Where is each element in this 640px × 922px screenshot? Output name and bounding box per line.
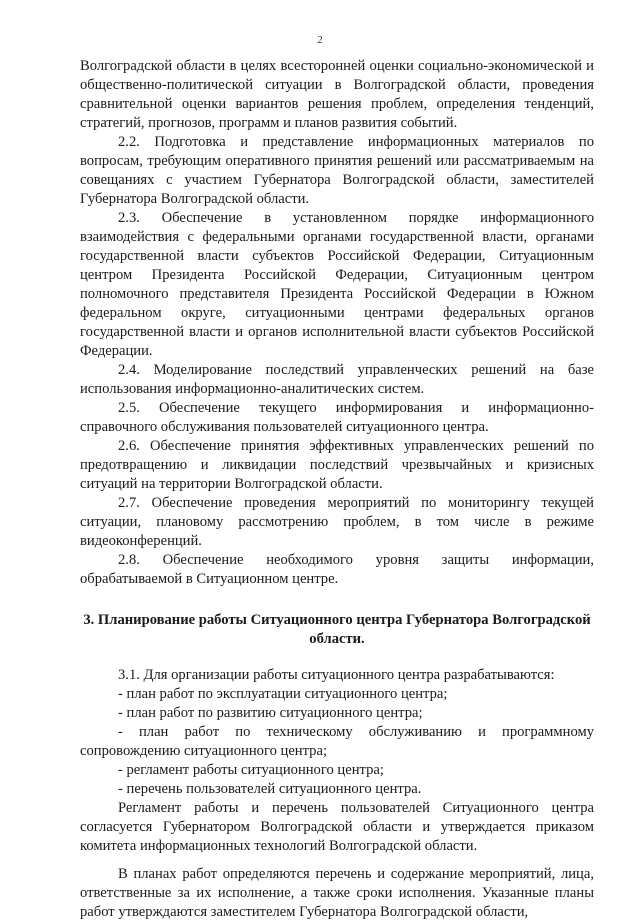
list-item: - план работ по техническому обслуживанию и программному сопровождению ситуационного центра; bbox=[80, 724, 594, 759]
paragraph-gap bbox=[80, 856, 594, 865]
paragraph-2-4: 2.4. Моделирование последствий управленческих решений на базе использования информационно-аналитических систем. bbox=[80, 362, 594, 397]
paragraph-2-6: 2.6. Обеспечение принятия эффективных управленческих решений по предотвращению и ликвидации последствий чрезвычайных и кризисных ситуаций на территории Волгоградской области. bbox=[80, 438, 594, 492]
paragraph-2-7: 2.7. Обеспечение проведения мероприятий по мониторингу текущей ситуации, плановому рассмотрению проблем, в том числе в режиме видеоконференций. bbox=[80, 495, 594, 549]
paragraph-continuation: Волгоградской области в целях всесторонней оценки социально-экономической и общественно-политической ситуации в Волгоградской области, проведения сравнительной оценки вариантов решения проблем, определения тенденций, стратегий, прогнозов, программ и планов развития событий. bbox=[80, 58, 594, 131]
paragraph-3-1: 3.1. Для организации работы ситуационного центра разрабатываются: bbox=[118, 667, 555, 683]
list-item: - перечень пользователей ситуационного центра. bbox=[118, 781, 422, 797]
paragraph-plans: В планах работ определяются перечень и содержание мероприятий, лица, ответственные за их исполнение, а также сроки исполнения. Указанные планы работ утверждаются заместителем Губернатора Волгоградской области, bbox=[80, 866, 594, 920]
section-heading: 3. Планирование работы Ситуационного центра Губернатора Волгоградской области. bbox=[83, 612, 591, 647]
page-number: 2 bbox=[317, 34, 323, 46]
document-body bbox=[80, 57, 594, 922]
list-item: - регламент работы ситуационного центра; bbox=[118, 762, 384, 778]
paragraph-regulation: Регламент работы и перечень пользователей Ситуационного центра согласуется Губернатором Волгоградской области и утверждается приказом комитета информационных технологий Волгоградской области. bbox=[80, 800, 594, 854]
paragraph-2-8: 2.8. Обеспечение необходимого уровня защиты информации, обрабатываемой в Ситуационном центре. bbox=[80, 552, 594, 587]
list-item: - план работ по эксплуатации ситуационного центра; bbox=[118, 686, 448, 702]
paragraph-2-2: 2.2. Подготовка и представление информационных материалов по вопросам, требующим оперативного принятия решений или рассматриваемым на совещаниях с участием Губернатора Волгоградской области, заместителей Губернатора Волгоградской области. bbox=[80, 134, 594, 207]
list-item: - план работ по развитию ситуационного центра; bbox=[118, 705, 423, 721]
paragraph-2-3: 2.3. Обеспечение в установленном порядке информационного взаимодействия с федеральными органами государственной власти, органами государственной власти субъектов Российской Федерации, Ситуационным центром Президента Российской Федерации, Ситуационным центром полномочного представителя Президента Российской Федерации в Южном федеральном округе, ситуационными центрами федеральных органов государственной власти и органов исполнительной власти субъектов Российской Федерации. bbox=[80, 210, 594, 359]
paragraph-2-5: 2.5. Обеспечение текущего информирования и информационно-справочного обслуживания пользователей ситуационного центра. bbox=[80, 400, 594, 435]
